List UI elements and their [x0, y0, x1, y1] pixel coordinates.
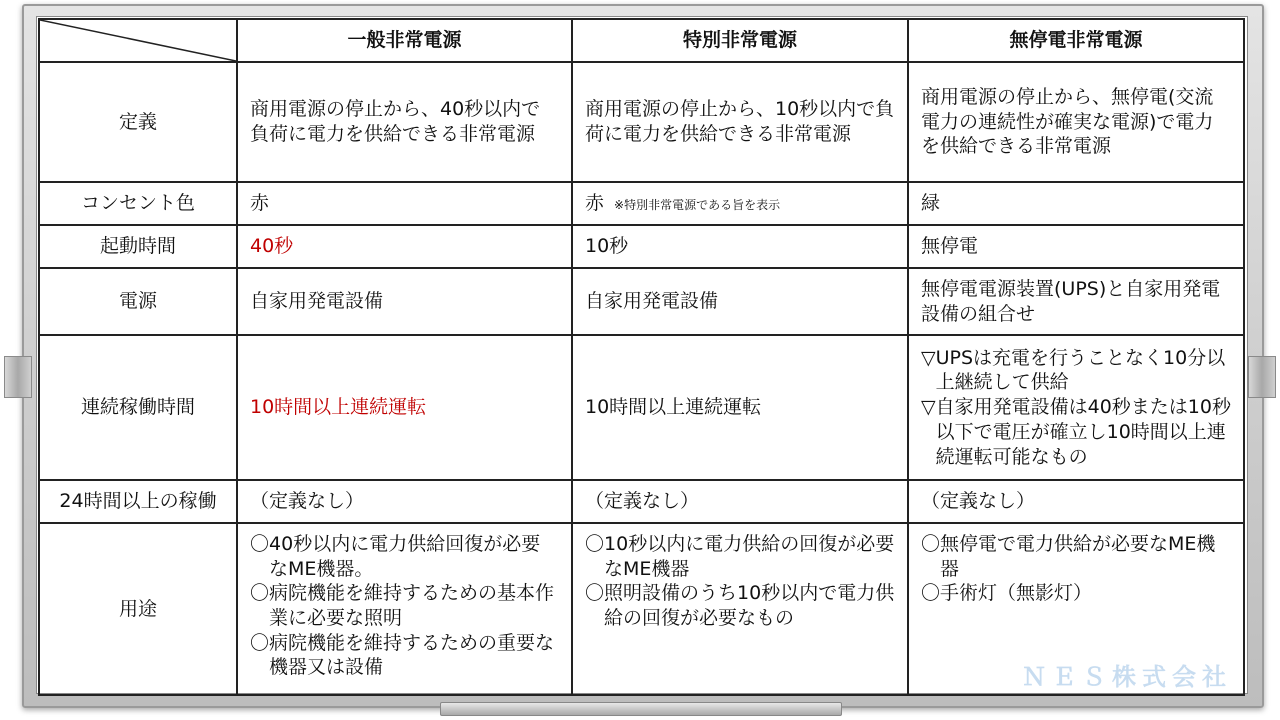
cell-over24-ups: （定義なし） [908, 480, 1244, 523]
circle-bullet: 〇 [585, 582, 605, 605]
cell-startup-special: 10秒 [572, 225, 908, 268]
triangle-bullet: ▽ [921, 346, 936, 369]
frame-bracket-left [4, 356, 32, 398]
company-watermark: ＮＥＳ株式会社 [1022, 663, 1232, 691]
cell-definition-special: 商用電源の停止から、10秒以内で負荷に電力を供給できる非常電源 [572, 62, 908, 182]
row-startup-time [39, 225, 1244, 268]
row-label-definition: 定義 [39, 62, 237, 182]
cell-over24-special: （定義なし） [572, 480, 908, 523]
circle-bullet: 〇 [250, 631, 270, 654]
cell-definition-general: 商用電源の停止から、40秒以内で負荷に電力を供給できる非常電源 [237, 62, 572, 182]
cell-continuous-general: 10時間以上連続運転 [237, 335, 572, 480]
list-item: 〇 手術灯（無影灯） [921, 582, 1093, 605]
cell-usage-general [237, 523, 572, 695]
row-label-usage: 用途 [39, 523, 237, 695]
marker-tray [440, 702, 842, 716]
cell-power-ups: 無停電電源装置(UPS)と自家用発電設備の組合せ [908, 268, 1244, 335]
row-label-continuous-time: 連続稼働時間 [39, 335, 237, 480]
cell-startup-ups: 無停電 [908, 225, 1244, 268]
list-item: 〇 40秒以内に電力供給回復が必要なME機器。 [250, 533, 541, 580]
cell-usage-special [572, 523, 908, 695]
power-comparison-table [38, 18, 1245, 696]
cell-startup-general: 40秒 [237, 225, 572, 268]
outlet-special-note: ※特別非常電源である旨を表示 [614, 198, 781, 213]
cell-over24-general: （定義なし） [237, 480, 572, 523]
list-item: 〇 照明設備のうち10秒以内で電力供給の回復が必要なもの [585, 582, 895, 630]
header-row [39, 19, 1244, 62]
frame-bracket-right [1248, 356, 1276, 398]
row-label-power-source: 電源 [39, 268, 237, 335]
list-item: ▽ 自家用発電設備は40秒または10秒以下で電圧が確立し10時間以上連続運転可能なもの [921, 396, 1231, 468]
row-power-source [39, 268, 1244, 335]
cell-continuous-special: 10時間以上連続運転 [572, 335, 908, 480]
header-general: 一般非常電源 [237, 19, 572, 62]
cell-continuous-ups [908, 335, 1244, 480]
circle-bullet: 〇 [585, 533, 605, 555]
cell-definition-ups: 商用電源の停止から、無停電(交流電力の連続性が確実な電源)で電力を供給できる非常電源 [908, 62, 1244, 182]
header-ups: 無停電非常電源 [908, 19, 1244, 62]
list-item: ▽ UPSは充電を行うことなく10分以上継続して供給 [921, 346, 1226, 394]
row-outlet-color [39, 182, 1244, 225]
cell-outlet-special [572, 182, 908, 225]
row-label-over24: 24時間以上の稼働 [39, 480, 237, 523]
circle-bullet: 〇 [250, 533, 270, 555]
circle-bullet: 〇 [921, 533, 941, 555]
list-item: 〇 病院機能を維持するための基本作業に必要な照明 [250, 582, 555, 630]
circle-bullet: 〇 [250, 582, 270, 605]
diagonal-line [40, 20, 236, 61]
list-item: 〇 無停電で電力供給が必要なME機器 [921, 533, 1216, 580]
list-item: 〇 10秒以内に電力供給の回復が必要なME機器 [585, 533, 895, 580]
row-label-outlet-color: コンセント色 [39, 182, 237, 225]
cell-power-general: 自家用発電設備 [237, 268, 572, 335]
row-continuous-time [39, 335, 1244, 480]
row-over24 [39, 480, 1244, 523]
cell-outlet-general: 赤 [237, 182, 572, 225]
cell-outlet-ups: 緑 [908, 182, 1244, 225]
header-special: 特別非常電源 [572, 19, 908, 62]
row-definition [39, 62, 1244, 182]
triangle-bullet: ▽ [921, 396, 936, 419]
cell-power-special: 自家用発電設備 [572, 268, 908, 335]
list-item: 〇 病院機能を維持するための重要な機器又は設備 [250, 631, 555, 679]
outlet-special-value: 赤 [585, 192, 605, 215]
circle-bullet: 〇 [921, 582, 941, 605]
row-label-startup-time: 起動時間 [39, 225, 237, 268]
corner-cell [39, 19, 237, 62]
